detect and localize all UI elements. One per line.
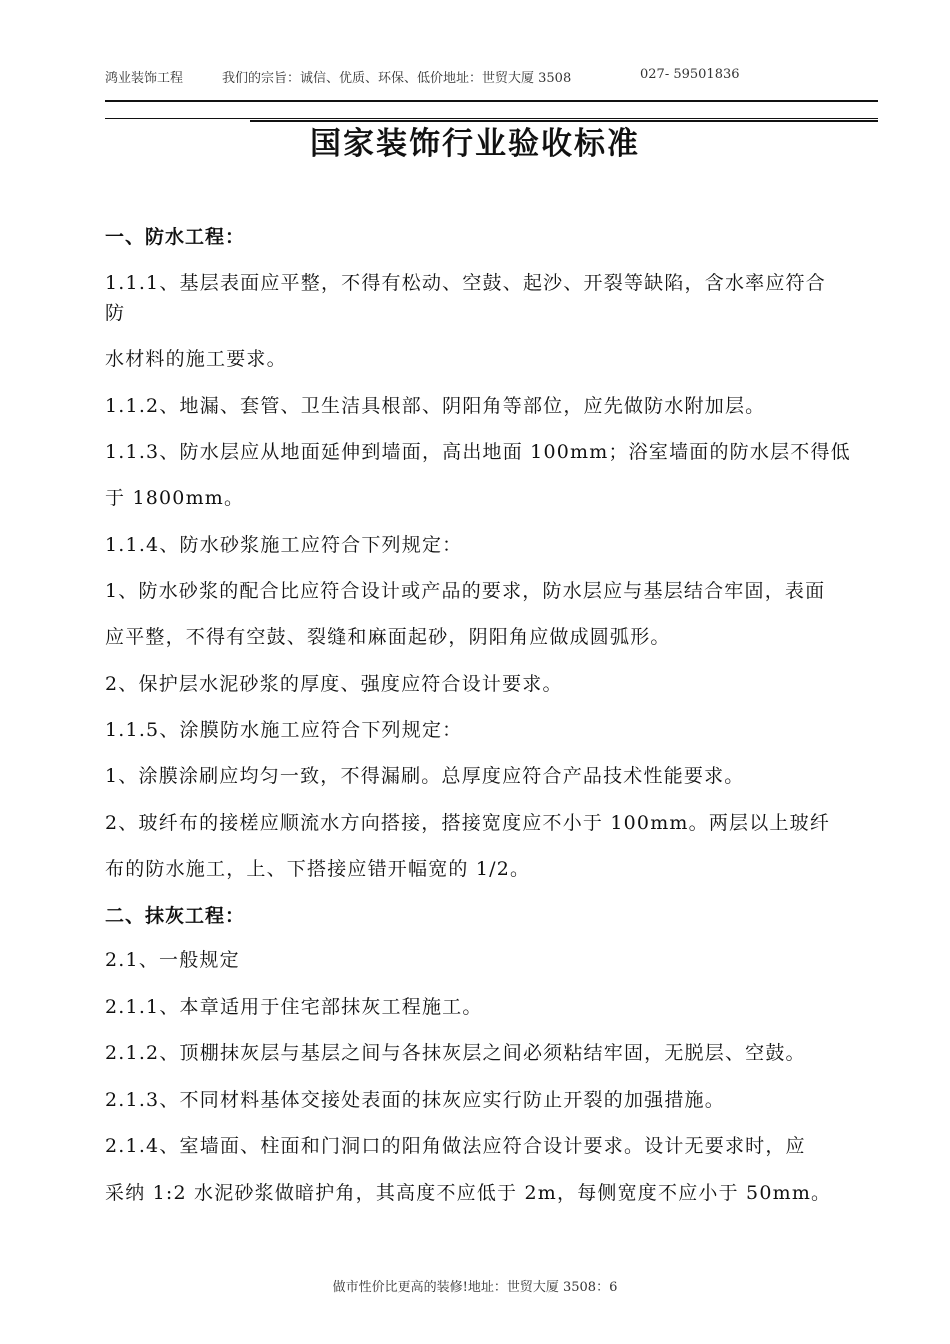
header-phone: 027- 59501836 [640,67,740,82]
header-rule-top [105,100,878,102]
document-title: 国家装饰行业验收标准 [310,126,640,162]
header-company: 鸿业装饰工程 [105,71,184,86]
body-line: 布的防水施工，上、下搭接应错开幅宽的 1/2。 [105,858,531,880]
body-line: 2、玻纤布的接槎应顺流水方向搭接，搭接宽度应不小于 100mm。两层以上玻纤 [105,812,831,834]
body-line: 于 1800mm。 [105,487,245,509]
section-heading-waterproofing: 一、防水工程： [105,226,246,248]
body-line: 2.1.2、顶棚抹灰层与基层之间与各抹灰层之间必须粘结牢固，无脱层、空鼓。 [105,1042,806,1064]
body-line: 2、保护层水泥砂浆的厚度、强度应符合设计要求。 [105,673,563,695]
body-line: 1.1.3、防水层应从地面延伸到墙面，高出地面 100mm；浴室墙面的防水层不得低 [105,441,851,463]
body-line: 1.1.5、涂膜防水施工应符合下列规定： [105,719,463,741]
body-line: 防 [105,302,126,324]
body-line: 1.1.2、地漏、套管、卫生洁具根部、阴阳角等部位，应先做防水附加层。 [105,395,766,417]
body-line: 2.1.1、本章适用于住宅部抹灰工程施工。 [105,996,483,1018]
body-line: 水材料的施工要求。 [105,348,287,370]
body-line: 2.1、一般规定 [105,949,240,971]
body-line: 采纳 1:2 水泥砂浆做暗护角，其高度不应低于 2m，每侧宽度不应小于 50mm。 [105,1182,832,1204]
body-line: 1.1.1、基层表面应平整，不得有松动、空鼓、起沙、开裂等缺陷，含水率应符合 [105,272,826,294]
body-line: 2.1.3、不同材料基体交接处表面的抹灰应实行防止开裂的加强措施。 [105,1089,725,1111]
body-line: 1、涂膜涂刷应均匀一致，不得漏刷。总厚度应符合产品技术性能要求。 [105,765,745,787]
page-footer: 做市性价比更高的装修!地址：世贸大厦 3508：6 [332,1280,618,1295]
body-line: 1、防水砂浆的配合比应符合设计或产品的要求，防水层应与基层结合牢固，表面 [105,580,826,602]
section-heading-plastering: 二、抹灰工程： [105,905,246,927]
body-line: 应平整，不得有空鼓、裂缝和麻面起砂，阴阳角应做成圆弧形。 [105,626,671,648]
body-line: 1.1.4、防水砂浆施工应符合下列规定： [105,534,463,556]
header-slogan: 我们的宗旨：诚信、优质、环保、低价地址：世贸大厦 3508 [222,71,572,86]
body-line: 2.1.4、室墙面、柱面和门洞口的阳角做法应符合设计要求。设计无要求时，应 [105,1135,806,1157]
